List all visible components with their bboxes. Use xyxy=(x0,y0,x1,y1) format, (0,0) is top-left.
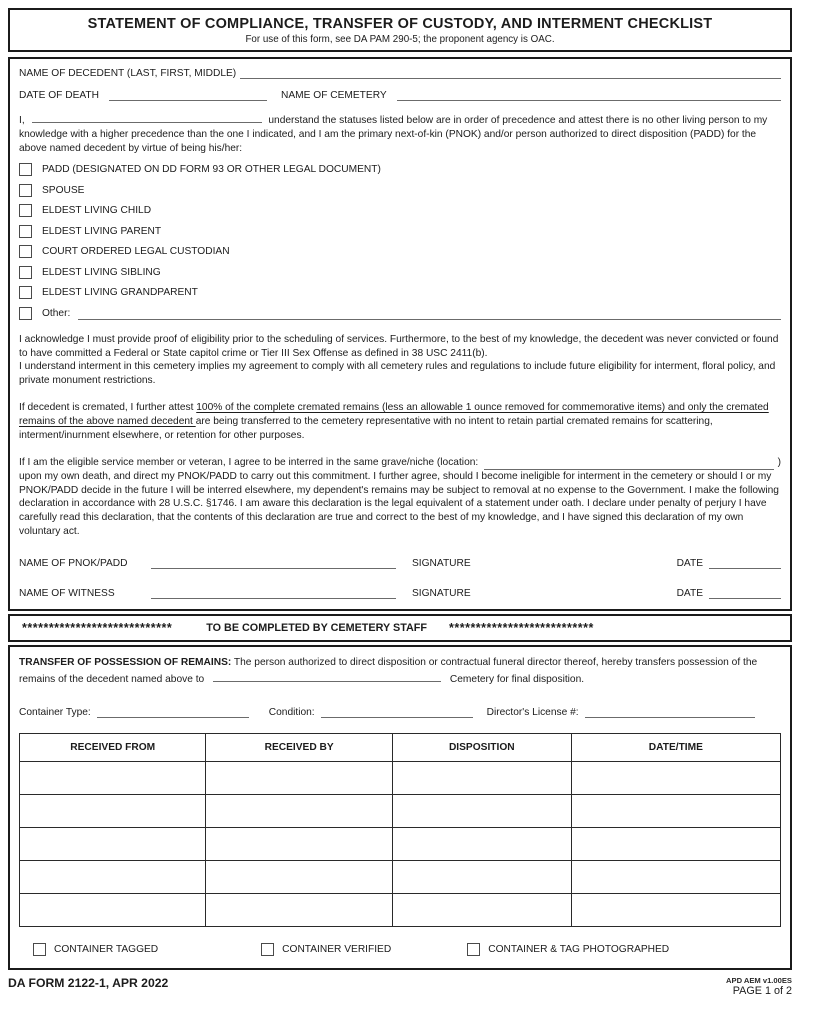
option-eldest-child xyxy=(19,204,781,217)
transfer-cemetery-field[interactable] xyxy=(213,671,441,682)
date-time-cell[interactable] xyxy=(571,761,780,794)
precedence-options-list xyxy=(19,163,781,320)
date-time-cell[interactable] xyxy=(571,827,780,860)
container-tagged-checkbox[interactable] xyxy=(33,943,46,956)
intro-prefix: I, xyxy=(19,115,25,126)
container-type-label: Container Type: xyxy=(19,706,91,718)
other-label: Other: xyxy=(42,307,71,319)
spouse-checkbox[interactable] xyxy=(19,184,32,197)
interment-location-line xyxy=(19,456,781,470)
eldest-child-label: ELDEST LIVING CHILD xyxy=(42,205,152,217)
option-spouse xyxy=(19,184,781,197)
pnok-name-label: NAME OF PNOK/PADD xyxy=(19,558,128,569)
cemetery-name-field[interactable] xyxy=(397,88,781,101)
declarant-name-field[interactable] xyxy=(32,112,262,123)
transfer-paragraph xyxy=(19,655,781,688)
compliance-section xyxy=(8,57,792,611)
cremated-remains-paragraph xyxy=(19,401,781,443)
directors-license-field[interactable] xyxy=(585,705,755,718)
transfer-heading: TRANSFER OF POSSESSION OF REMAINS: xyxy=(19,657,232,668)
container-photographed-checkbox[interactable] xyxy=(467,943,480,956)
page-number: PAGE 1 of 2 xyxy=(732,985,792,998)
eldest-sibling-label: ELDEST LIVING SIBLING xyxy=(42,266,161,278)
custody-table-row xyxy=(20,893,781,926)
banner-title: TO BE COMPLETED BY CEMETERY STAFF xyxy=(206,622,427,634)
container-verified-checkbox[interactable] xyxy=(261,943,274,956)
acknowledgment-text-2: I understand interment in this cemetery implies my agreement to comply with all cemetery rules and regulations to include future eligibility for interment, floral policy, and private monument restrictions. xyxy=(19,361,776,387)
date-time-cell[interactable] xyxy=(571,794,780,827)
form-footer xyxy=(8,976,792,999)
option-eldest-parent xyxy=(19,225,781,238)
date-time-cell[interactable] xyxy=(571,893,780,926)
interment-close-paren: ) xyxy=(777,456,781,468)
pnok-date-label: DATE xyxy=(676,558,703,569)
cemetery-staff-banner xyxy=(8,614,792,642)
banner-stars-left: **************************** xyxy=(22,621,173,635)
condition-field[interactable] xyxy=(321,705,473,718)
decedent-name-label: NAME OF DECEDENT (LAST, FIRST, MIDDLE) xyxy=(19,68,237,79)
container-verified-option xyxy=(261,943,391,956)
witness-date-label: DATE xyxy=(676,588,703,599)
disposition-cell[interactable] xyxy=(392,893,571,926)
decedent-name-row xyxy=(19,66,781,79)
acknowledgment-paragraph xyxy=(19,333,781,389)
witness-name-field[interactable] xyxy=(151,586,396,599)
container-photographed-label: CONTAINER & TAG PHOTOGRAPHED xyxy=(488,943,670,955)
container-tagged-label: CONTAINER TAGGED xyxy=(54,943,159,955)
received-from-header: RECEIVED FROM xyxy=(20,733,206,761)
custody-table xyxy=(19,733,781,927)
custody-table-row xyxy=(20,761,781,794)
pnok-signature-label: SIGNATURE xyxy=(412,558,471,569)
eldest-grandparent-checkbox[interactable] xyxy=(19,286,32,299)
cremated-prefix: If decedent is cremated, I further attest xyxy=(19,402,197,414)
date-time-cell[interactable] xyxy=(571,860,780,893)
received-by-cell[interactable] xyxy=(206,860,392,893)
received-from-cell[interactable] xyxy=(20,827,206,860)
date-of-death-label: DATE OF DEATH xyxy=(19,90,99,101)
disposition-cell[interactable] xyxy=(392,860,571,893)
witness-signature-row xyxy=(19,586,781,599)
other-checkbox[interactable] xyxy=(19,307,32,320)
condition-label: Condition: xyxy=(268,706,315,718)
disposition-cell[interactable] xyxy=(392,761,571,794)
eldest-sibling-checkbox[interactable] xyxy=(19,266,32,279)
banner-stars-right: *************************** xyxy=(448,621,594,635)
received-from-cell[interactable] xyxy=(20,761,206,794)
container-verified-label: CONTAINER VERIFIED xyxy=(282,943,392,955)
transfer-of-possession-section xyxy=(8,645,792,970)
cremated-underlined-text: 100% of the complete cremated remains (less an allowable 1 ounce removed for commemorative items) and only the cremated remains of the above named decedent xyxy=(19,402,769,427)
option-eldest-grandparent xyxy=(19,286,781,299)
eldest-parent-checkbox[interactable] xyxy=(19,225,32,238)
received-by-header: RECEIVED BY xyxy=(206,733,392,761)
cremated-suffix: are being transferred to the cemetery representative with no intent to retain partial cremated remains for scattering, interment/inurnment elsewhere, or retention for other purposes. xyxy=(19,416,713,441)
received-by-cell[interactable] xyxy=(206,761,392,794)
other-field[interactable] xyxy=(78,307,781,320)
interment-continuation-paragraph: upon my own death, and direct my PNOK/PADD to carry out this commitment. I further agree, should I become ineligible for interment in the cemetery or should I or my PNOK/PADD decide in the future I will be interred elsewhere, my dependent's remains may be subject to removal at no expense to the Government. I make the following declaration in accordance with 28 U.S.C. §1746. I am aware this declaration is the legal equivalent of a statement under oath. I declare under penalty of perjury I have carefully read this declaration, that the contents of this declaration are true and correct to the best of my knowledge, and I have signed this declaration of my own voluntary act. xyxy=(19,470,779,538)
custody-table-header-row xyxy=(20,733,781,761)
received-by-cell[interactable] xyxy=(206,827,392,860)
death-cemetery-row xyxy=(19,88,781,101)
intro-text: understand the statuses listed below are in order of precedence and attest there is no other living person to my knowledge with a higher precedence than the one I indicated, and I am the primary next-of-kin (PNOK) and/or person authorized to direct disposition (PADD) for the above named decedent by virtue of being his/her: xyxy=(19,115,768,154)
cemetery-name-label: NAME OF CEMETERY xyxy=(281,90,387,101)
witness-signature-label: SIGNATURE xyxy=(412,588,471,599)
padd-label: PADD (DESIGNATED ON DD FORM 93 OR OTHER LEGAL DOCUMENT) xyxy=(42,164,381,176)
eldest-child-checkbox[interactable] xyxy=(19,204,32,217)
option-court-custodian xyxy=(19,245,781,258)
container-photographed-option xyxy=(467,943,669,956)
disposition-header: DISPOSITION xyxy=(392,733,571,761)
container-type-field[interactable] xyxy=(97,705,249,718)
received-by-cell[interactable] xyxy=(206,893,392,926)
container-details-row xyxy=(19,705,781,718)
eldest-parent-label: ELDEST LIVING PARENT xyxy=(42,225,162,237)
form-authority-note: For use of this form, see DA PAM 290-5; the proponent agency is OAC. xyxy=(245,34,555,45)
received-by-cell[interactable] xyxy=(206,794,392,827)
eldest-grandparent-label: ELDEST LIVING GRANDPARENT xyxy=(42,287,198,299)
pnok-signature-row xyxy=(19,556,781,569)
decedent-name-field[interactable] xyxy=(240,66,781,79)
disposition-cell[interactable] xyxy=(392,827,571,860)
padd-checkbox[interactable] xyxy=(19,163,32,176)
interment-prefix: If I am the eligible service member or veteran, I agree to be interred in the same grave/niche (location: xyxy=(19,456,479,468)
grave-niche-location-field[interactable] xyxy=(484,457,773,470)
date-time-header: DATE/TIME xyxy=(571,733,780,761)
witness-date-field[interactable] xyxy=(709,586,781,599)
received-from-cell[interactable] xyxy=(20,860,206,893)
precedence-intro-paragraph xyxy=(19,112,781,156)
acknowledgment-text-1: I acknowledge I must provide proof of eligibility prior to the scheduling of services. Furthermore, to the best of my knowledge, the decedent was never convicted or found to have committed a Federal or State capitol crime or Tier III Sex Offense as defined in 38 USC 2411(b). xyxy=(19,333,779,359)
form-header xyxy=(8,8,792,52)
option-eldest-sibling xyxy=(19,266,781,279)
custody-table-row xyxy=(20,860,781,893)
page-title: STATEMENT OF COMPLIANCE, TRANSFER OF CUSTODY, AND INTERMENT CHECKLIST xyxy=(87,16,713,32)
pnok-name-field[interactable] xyxy=(151,556,396,569)
received-from-cell[interactable] xyxy=(20,794,206,827)
container-tagged-option xyxy=(33,943,158,956)
apd-version: APD AEM v1.00ES xyxy=(726,975,792,985)
custody-table-row xyxy=(20,794,781,827)
transfer-body-1: The person authorized to direct disposition or contractual funeral director thereof, hereby transfers possession of the remains of the decedent named above to xyxy=(19,657,758,685)
court-custodian-label: COURT ORDERED LEGAL CUSTODIAN xyxy=(42,246,230,258)
disposition-cell[interactable] xyxy=(392,794,571,827)
option-padd xyxy=(19,163,781,176)
transfer-body-2: Cemetery for final disposition. xyxy=(449,673,585,685)
footer-right-block xyxy=(726,976,792,999)
received-from-cell[interactable] xyxy=(20,893,206,926)
option-other xyxy=(19,307,781,320)
container-verification-row xyxy=(19,943,781,956)
spouse-label: SPOUSE xyxy=(42,184,85,196)
da-form-2122-1-page xyxy=(8,8,792,999)
court-custodian-checkbox[interactable] xyxy=(19,245,32,258)
directors-license-label: Director's License #: xyxy=(486,706,579,718)
custody-table-row xyxy=(20,827,781,860)
pnok-date-field[interactable] xyxy=(709,556,781,569)
date-of-death-field[interactable] xyxy=(109,88,267,101)
witness-name-label: NAME OF WITNESS xyxy=(19,588,115,599)
form-number: DA FORM 2122-1, APR 2022 xyxy=(8,975,169,990)
